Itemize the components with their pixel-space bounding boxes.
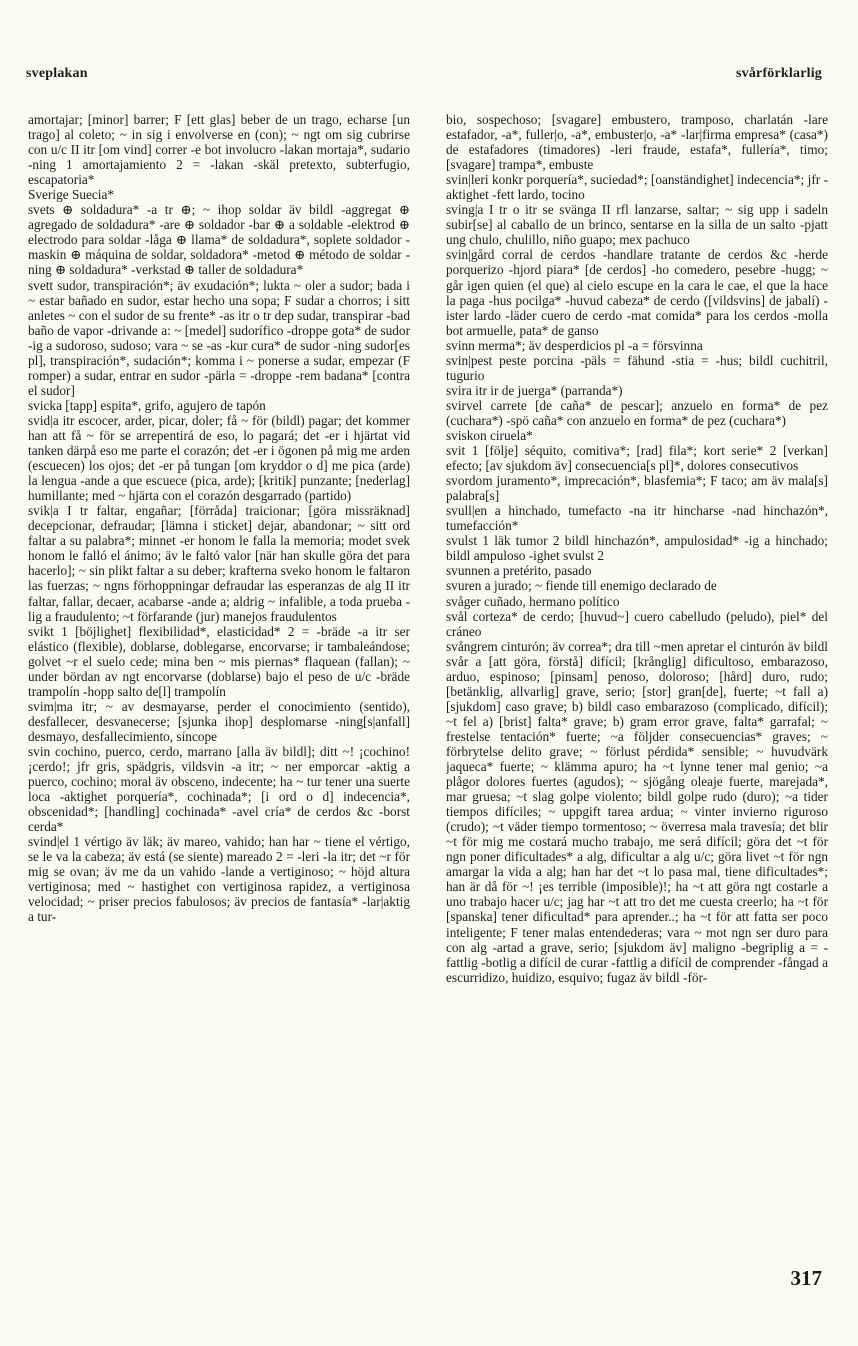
dictionary-entry: svål corteza* de cerdo; [huvud~] cuero cabelludo (peludo), piel* del cráneo <box>446 608 828 639</box>
dictionary-entry: svångrem cinturón; äv correa*; dra till ~men apretar el cinturón äv bildl <box>446 638 828 654</box>
dictionary-entry: svunnen a pretérito, pasado <box>446 563 592 579</box>
dictionary-entry: sviskon ciruela* <box>446 427 533 443</box>
dictionary-entry: amortajar; [minor] barrer; F [ett glas] beber de un trago, echarse [un trago] al coleto; ~ in sig i envolverse en (con); ~ ngt om sig cubrirse con u/c II itr [om vind] correr -e bot involucro -lakan mortaja*, sudario -ning 1 amortajamiento 2 = -lakan -skäl pretexto, subterfugio, escapatoria* <box>28 112 410 188</box>
dictionary-entry: svets ⊕ soldadura* -a tr ⊕; ~ ihop soldar äv bildl -aggregat ⊕ agregado de soldadura* -are ⊕ soldador -bar ⊕ a soldable -elektrod ⊕ electrodo para soldar -låga ⊕ llama* de soldadura*, soplete soldador -maskin ⊕ máquina de soldar, soldadora* -metod ⊕ método de soldar -ning ⊕ soldadura* -verkstad ⊕ taller de soldadura* <box>28 202 410 278</box>
left-column <box>28 112 410 1252</box>
dictionary-entry: svin|gård corral de cerdos -handlare tratante de cerdos &c -herde porquerizo -hjord piara* [de cerdos] -ho comedero, pesebre -hugg; ~ går igen quien (el que) al cielo escupe en la cara le cae, el que la hace la paga -hus pocilga* -huvud cabeza* de cerdo ([vildsvins] de jabalí) -ister lardo -läder cuero de cerdo -mat comida* para los cerdos -molla bot armuelle, pata* de ganso <box>446 247 828 338</box>
dictionary-entry: svirvel carrete [de caña* de pescar]; anzuelo en forma* de pez (cuchara*) -spö caña* con anzuelo en forma* de pez (cuchara*) <box>446 397 828 428</box>
right-guide-word: svårförklarlig <box>735 66 822 81</box>
dictionary-columns <box>28 112 828 1252</box>
dictionary-entry: svit 1 [följe] séquito, comitiva*; [rad] fila*; kort serie* 2 [verkan] efecto; [av sjukdom äv] consecuencia[s pl]*, dolores consecutivos <box>446 443 828 474</box>
dictionary-entry: svicka [tapp] espita*, grifo, agujero de tapón <box>28 397 266 413</box>
dictionary-entry: svim|ma itr; ~ av desmayarse, perder el conocimiento (sentido), desfallecer, desvanecerse; [sjunka ihop] desplomarse -ning[s|anfall] desmayo, desfallecimiento, síncope <box>28 698 410 744</box>
dictionary-entry: svuren a jurado; ~ fiende till enemigo declarado de <box>446 578 717 594</box>
dictionary-entry: svinn merma*; äv desperdicios pl -a = försvinna <box>446 337 703 353</box>
dictionary-entry: svin|pest peste porcina -päls = fähund -stia = -hus; bildl cuchitril, tugurio <box>446 352 828 383</box>
dictionary-entry: svåger cuñado, hermano político <box>446 593 620 609</box>
dictionary-entry: svira itr ir de juerga* (parranda*) <box>446 382 623 398</box>
dictionary-entry: svin|leri konkr porquería*, suciedad*; [oanständighet] indecencia*; jfr -aktighet -fett lardo, tocino <box>446 172 828 203</box>
dictionary-entry: svind|el 1 vértigo äv läk; äv mareo, vahido; han har ~ tiene el vértigo, se le va la cabeza; äv está (se siente) mareado 2 = -leri -la itr; det ~r för mig se ovan; äv me da un vahido -lande a vertiginoso; ~ höjd altura vertiginosa; med ~ hastighet con vertiginosa rapidez, a vertiginosa velocidad; ~ priser precios fabulosos; äv precios de fantasía* -lar|aktig a tur- <box>28 834 410 925</box>
dictionary-entry: svett sudor, transpiración*; äv exudación*; lukta ~ oler a sudor; bada i ~ estar bañado en sudor, estar hecho una sopa; F sudar a chorros; i sitt anletes ~ con el sudor de su frente* -as itr o tr dep sudar, transpirar -bad baño de vapor -drivande a: ~ [medel] sudorífico -droppe gota* de sudor -ig a sudoroso, sudoso; vara ~ se -as -kur cura* de sudor -ning sudor[es pl], transpiración*, sudación*; komma i ~ ponerse a sudar, empezar (F romper) a sudar, entrar en sudor -pärla = -droppe -rem badana* [contra el sudor] <box>28 277 410 398</box>
right-column <box>446 112 828 1252</box>
running-head <box>26 66 822 82</box>
page-number: 317 <box>790 1266 822 1290</box>
dictionary-entry: svår a [att göra, förstå] difícil; [krånglig] dificultoso, embarazoso, arduo, espinoso; [pinsam] penoso, doloroso; [hård] duro, rudo; [betänklig, allvarlig] grave, serio; [stor] gran[de], fuerte; ~t fall a) [sjukdom] caso grave; b) bildl caso embarazoso (complicado, difícil); ~t fel a) [brist] falta* grave; b) gram error grave, falta* garrafal; ~ frestelse tentación* fuerte; ~a följder consecuencias* graves; ~ förbrytelse delito grave; ~ förlust pérdida* sensible; ~ huvudvärk jaqueca* fuerte; ~ klämma apuro; ha ~t lynne tener mal genio; ~a plågor dolores fuertes (agudos); ~ sjögång oleaje fuerte, marejada*, mar gruesa; ~t slag golpe violento; bildl golpe rudo (duro); ~a tider tiempos difíciles; ~ uppgift tarea ardua; ~ vinter invierno riguroso (crudo); ~t väder tiempo tormentoso; ~ överresa mala travesía; det blir ~t för mig me costará mucho trabajo, me será difícil; göra det ~t för ngn poner dificultades* a alg, dificultar a alg u/c; göra livet ~t för ngn amargar la vida a alg; han har det ~t lo pasa mal, tiene dificultades*; han är då för ~! ¡es terrible (imposible)!; ha ~t att göra ngt costarle a uno trabajo hacer u/c; jag har ~t att tro det me cuesta creerlo; ha ~t för [spanska] tener dificultad* para aprender..; ha ~t för att fatta ser poco inteligente; F tener malas entendederas; vara ~ mot ngn ser duro para con alg -artad a grave, serio; [sjukdom äv] maligno -begriplig a = -fattlig -botlig a difícil de curar -fattlig a difícil de comprender -fångad a escurridizo, huidizo, esquivo; fugaz äv bildl -för- <box>446 653 828 985</box>
dictionary-entry: svikt 1 [böjlighet] flexibilidad*, elasticidad* 2 = -bräde -a itr ser elástico (flexible), doblarse, doblegarse, encorvarse; ir tambaleándose; golvet ~r el suelo cede; mina ben ~ mis piernas* flaquean (fallan); ~ under bördan av ngt encorvarse (doblarse) bajo el peso de u/c -bräde trampolín -hopp salto de[l] trampolín <box>28 623 410 699</box>
dictionary-entry: Sverige Suecia* <box>28 187 115 203</box>
dictionary-entry: svik|a I tr faltar, engañar; [förråda] traicionar; [göra missräknad] decepcionar, defraudar; [lämna i sticket] dejar, abandonar; ~ sitt ord faltar a su palabra*; minnet -er honom le falla la memoria; modet svek honom le falló el ánimo; äv le faltó valor [när han skulle göra det para hacerlo]; ~ sin plikt faltar a su deber; krafterna sveko honom le faltaron las fuerzas; ~ ngns förhoppningar defraudar las esperanzas de alg II itr faltar, fallar, decaer, acabarse -ande a; aldrig ~ infalible, a toda prueba -lig a fraudulento; ~t förfarande (jur) manejos fraudulentos <box>28 503 410 624</box>
dictionary-entry: bio, sospechoso; [svagare] embustero, tramposo, charlatán -lare estafador, -a*, fuller|o, -a*, embuster|o, -a* -lar|firma empresa* (casa*) de estafadores (timadores) -leri fraude, estafa*, fullería*, timo; [svagare] trampa*, embuste <box>446 112 828 173</box>
dictionary-entry: svin cochino, puerco, cerdo, marrano [alla äv bildl]; ditt ~! ¡cochino! ¡cerdo!; jfr gris, spädgris, vildsvin -a itr; ~ ner emporcar -aktig a puerco, cochino; moral äv obsceno, indecente; ha ~ tur tener una suerte loca -aktighet porquería*, cochinada*; [i ord o d] indecencia*, obscenidad*; [handling] cochinada* -avel cría* de cerdos &c -borst cerda* <box>28 743 410 835</box>
dictionary-entry: svordom juramento*, imprecación*, blasfemia*; F taco; am äv mala[s] palabra[s] <box>446 473 828 504</box>
dictionary-entry: sving|a I tr o itr se svänga II rfl lanzarse, saltar; ~ sig upp i sadeln subir[se] al caballo de un brinco, sentarse en la silla de un salto -pjatt ung chulo, chulillo, niño guapo; mex pachuco <box>446 202 828 248</box>
left-guide-word: sveplakan <box>26 66 88 81</box>
dictionary-entry: svulst 1 läk tumor 2 bildl hinchazón*, ampulosidad* -ig a hinchado; bildl ampuloso -ighet svulst 2 <box>446 533 828 564</box>
dictionary-entry: svull|en a hinchado, tumefacto -na itr hincharse -nad hinchazón*, tumefacción* <box>446 503 828 534</box>
dictionary-entry: svid|a itr escocer, arder, picar, doler; få ~ för (bildl) pagar; det kommer han att få ~ för se arrepentirá de eso, lo pagará; det -er i hjärtat vid tanken därpå eso me parte el corazón; det -er i ögonen på mig me arden (escuecen) los ojos; det -er på tungan [om kryddor o d] me pica (arde) la lengua -ande a que escuece (pica, arde); [kritik] punzante; [nederlag] humillante; med ~ hjärta con el corazón desgarrado (partido) <box>28 412 410 504</box>
